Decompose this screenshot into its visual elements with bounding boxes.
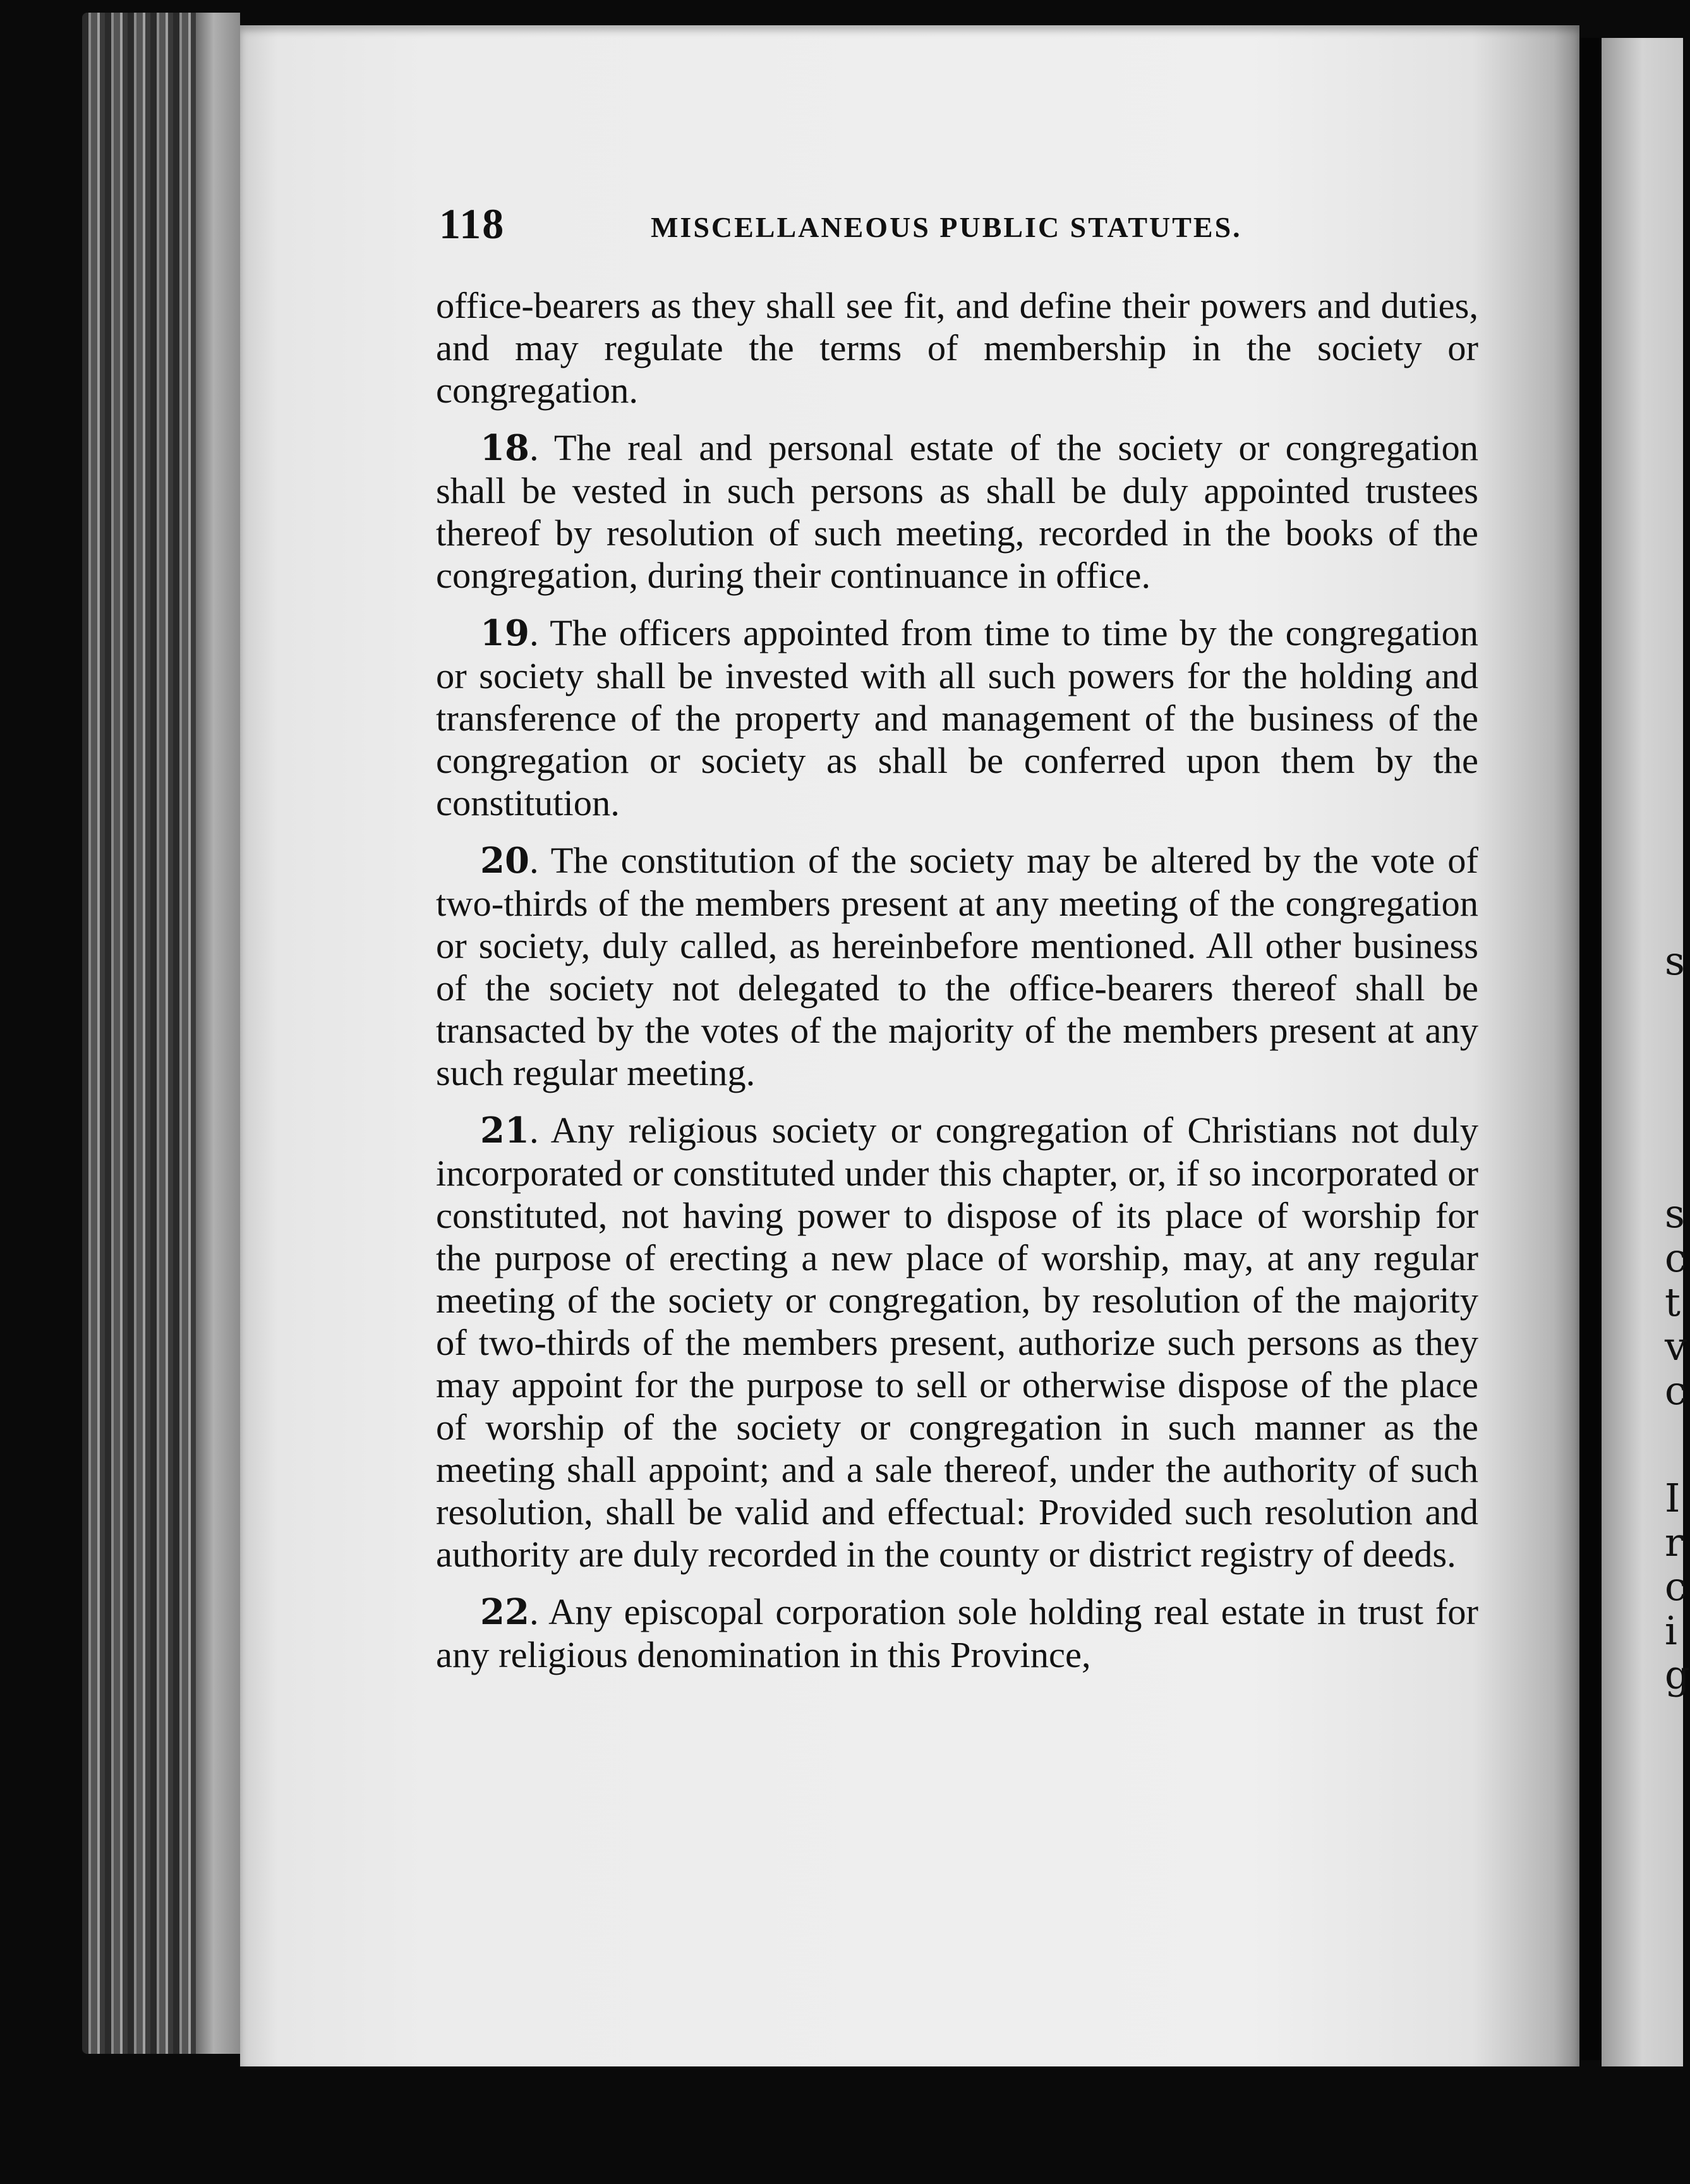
facing-page-fragment: v <box>1665 1323 1687 1369</box>
facing-page-edge <box>1602 38 1683 2066</box>
facing-page-fragment: s <box>1665 938 1685 984</box>
facing-page-fragment: i <box>1665 1608 1677 1654</box>
section-19: 19. The officers appointed from time to time by the congregation or society shall be invested with all such powers for the holding and transference of the property and management of the business of the congregation or society as shall be conferred upon them by the constitution. <box>436 612 1478 823</box>
paragraph-text: Any episcopal corporation sole holding real estate in trust for any religious denomination in this Province, <box>436 1591 1478 1675</box>
section-21: 21. Any religious society or congregation of Christians not duly incorporated or constituted under this chapter, or, if so incorporated or constituted, not having power to dispose of its place of worship for the purpose of erecting a new place of worship, may, at any regular meeting of the society or congregation, by resolution of the majority of two-thirds of the members present, authorize such persons as they may appoint for the purpose to sell or otherwise dispose of the place of worship of the society or congregation in such manner as the meeting shall appoint; and a sale thereof, under the authority of such resolution, shall be valid and effectual: Provided such resolution and authority are duly recorded in the county or district registry of deeds. <box>436 1110 1479 1575</box>
section-22: 22. Any episcopal corporation sole holding real estate in trust for any religious denomination in this Province, <box>436 1591 1478 1675</box>
section-20: 20. The constitution of the society may be altered by the vote of two-thirds of the members present at any meeting of the congregation or society, duly called, as hereinbefore mentioned. All other business of the society not delegated to the office-bearers thereof shall be transacted by the votes of the majority of the members present at any such regular meeting. <box>436 840 1478 1093</box>
paragraph-text: The constitution of the society may be altered by the vote of two-thirds of the members present at any meeting of the congregation or society, duly called, as hereinbefore mentioned. All other business of the society not delegated to the office-bearers thereof shall be transacted by the votes of the majority of the members present at any such regular meeting. <box>436 840 1478 1093</box>
paragraph-text: The officers appointed from time to time by the congregation or society shall be invested with all such powers for the holding and transference of the property and management of the business of the congregation or society as shall be conferred upon them by the constitution. <box>436 612 1478 823</box>
facing-page-fragment: c <box>1665 1235 1687 1281</box>
page-number: 118 <box>439 200 505 248</box>
section-number: 21 <box>480 1110 529 1151</box>
paragraph-text: office-bearers as they shall see fit, and define their powers and duties, and may regulate the terms of membership in the society or congregation. <box>436 285 1478 411</box>
section-18: 18. The real and personal estate of the society or congregation shall be vested in such persons as shall be duly appointed trustees thereof by resolution of such meeting, recorded in the books of the congregation, during their continuance in office. <box>436 427 1478 596</box>
statute-text <box>436 284 1478 1691</box>
facing-page-fragment: c <box>1665 1563 1687 1610</box>
facing-page-fragment: c <box>1665 1368 1687 1414</box>
facing-page-fragment: g <box>1665 1652 1690 1698</box>
running-head: MISCELLANEOUS PUBLIC STATUTES. <box>651 211 1242 243</box>
paragraph-text: Any religious society or congregation of Christians not duly incorporated or constituted under this chapter, or, if so incorporated or constituted, not having power to dispose of its place of worship for the purpose of erecting a new place of worship, may, at any regular meeting of the society or congregation, by resolution of the majority of two-thirds of the members present, authorize such persons as they may appoint for the purpose to sell or otherwise dispose of the place of worship of the society or congregation in such manner as the meeting shall appoint; and a sale thereof, under the authority of such resolution, shall be valid and effectual: Provided such resolution and authority are duly recorded in the county or district registry of deeds. <box>436 1110 1479 1575</box>
paragraph-text: The real and personal estate of the society or congregation shall be vested in such persons as shall be duly appointed trustees thereof by resolution of such meeting, recorded in the books of the congregation, during their continuance in office. <box>436 427 1478 596</box>
facing-page-fragment: I <box>1665 1475 1681 1521</box>
section-number: 22 <box>480 1591 529 1633</box>
section-number: 18 <box>480 427 529 469</box>
page-edges <box>82 13 240 2054</box>
facing-page-fragment: s <box>1665 1191 1685 1237</box>
book-gutter <box>1579 38 1602 2060</box>
section-number: 20 <box>480 840 529 882</box>
section-number: 19 <box>480 612 529 654</box>
paragraph-continuation <box>436 284 1478 411</box>
facing-page-fragment: r <box>1665 1519 1684 1565</box>
facing-page-fragment: t <box>1665 1279 1681 1325</box>
